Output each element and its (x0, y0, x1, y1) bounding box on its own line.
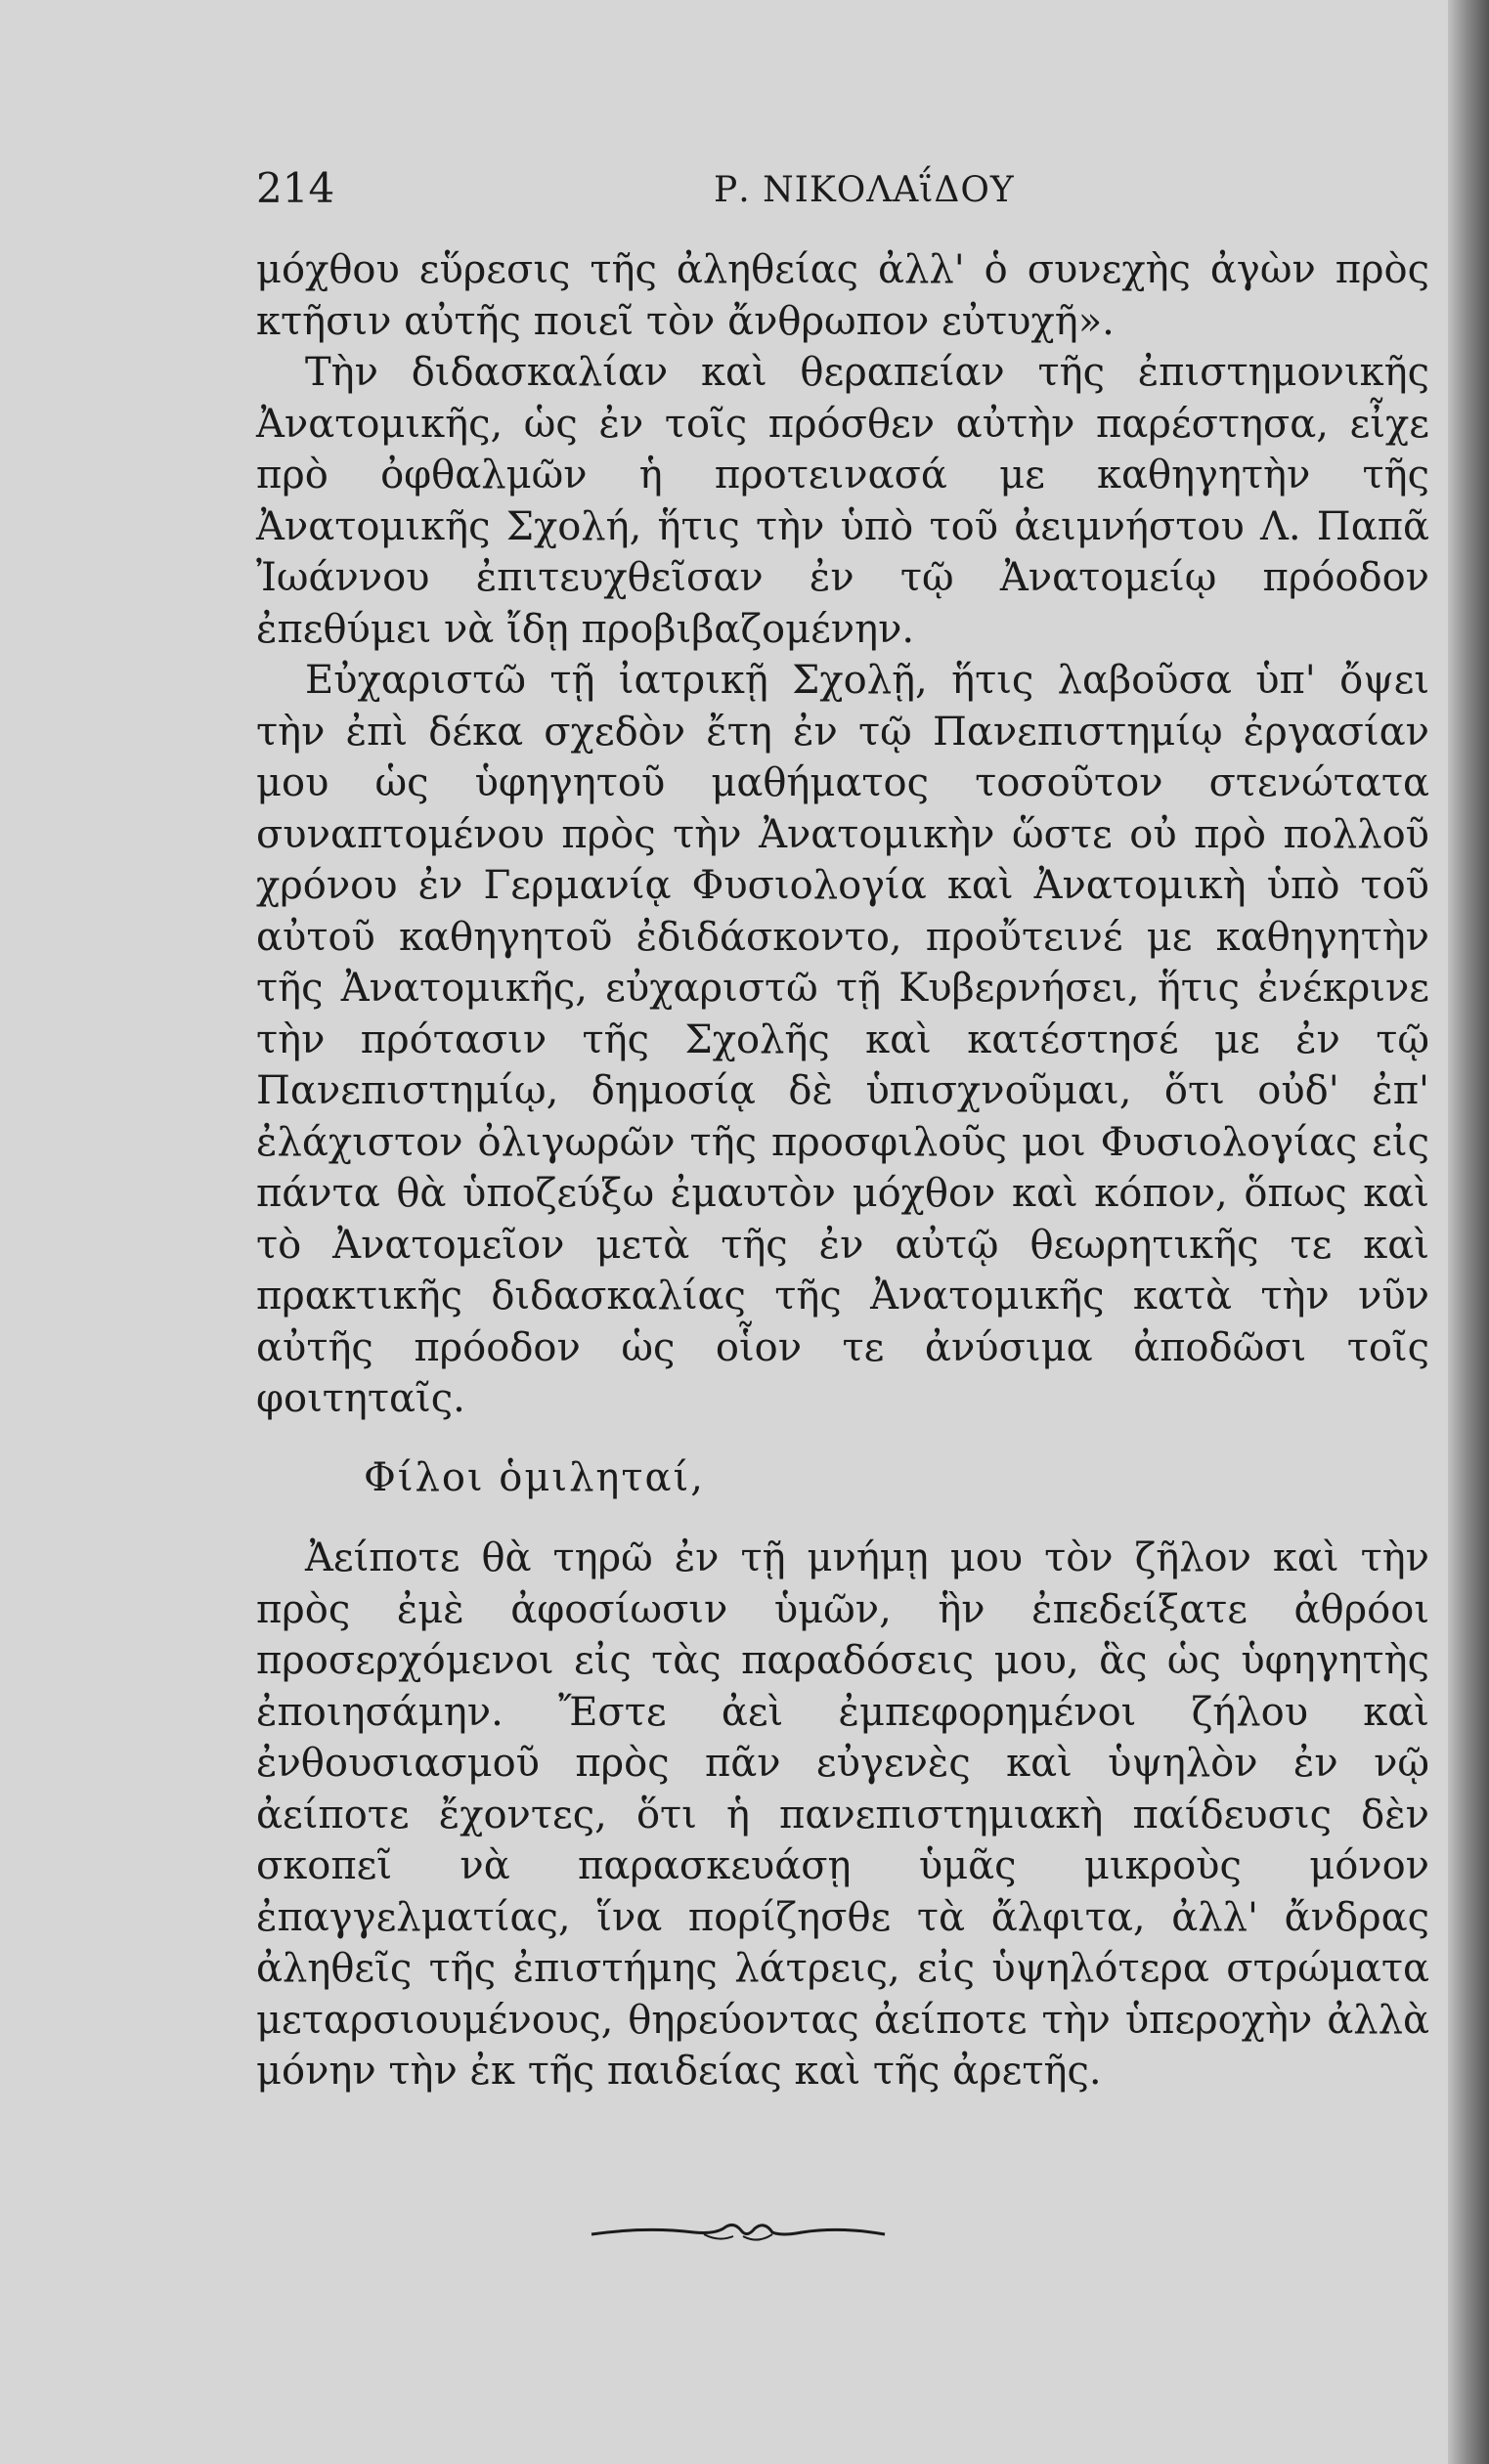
paragraph: Εὐχαριστῶ τῇ ἰατρικῇ Σχολῇ, ἥτις λαβοῦσα ὑπ' ὄψει τὴν ἐπὶ δέκα σχεδὸν ἔτη ἐν τῷ Πανεπιστημίῳ ἐργασίαν μου ὡς ὑφηγητοῦ μαθήματος τοσοῦτον στενώτατα συναπτομένου πρὸς τὴν Ἀνατομικὴν ὥστε οὐ πρὸ πολλοῦ χρόνου ἐν Γερμανίᾳ Φυσιολογία καὶ Ἀνατομικὴ ὑπὸ τοῦ αὐτοῦ καθηγητοῦ ἐδιδάσκοντο, προὔτεινέ με καθηγητὴν τῆς Ἀνατομικῆς, εὐχαριστῶ τῇ Κυβερνήσει, ἥτις ἐνέκρινε τὴν πρότασιν τῆς Σχολῆς καὶ κατέστησέ με ἐν τῷ Πανεπιστημίῳ, δημοσίᾳ δὲ ὑπισχνοῦμαι, ὅτι οὐδ' ἐπ' ἐλάχιστον ὀλιγωρῶν τῆς προσφιλοῦς μοι Φυσιολογίας εἰς πάντα θὰ ὑποζεύξω ἐμαυτὸν μόχθον καὶ κόπον, ὅπως καὶ τὸ Ἀνατομεῖον μετὰ τῆς ἐν αὐτῷ θεωρητικῆς τε καὶ πρακτικῆς διδασκαλίας τῆς Ἀνατομικῆς κατὰ τὴν νῦν αὐτῆς πρόοδον ὡς οἷον τε ἀνύσιμα ἀποδῶσι τοῖς φοιτηταῖς. (256, 658, 1429, 1421)
salutation: Φίλοι ὁμιληταί, (364, 1454, 705, 1500)
paragraph: Τὴν διδασκαλίαν καὶ θεραπείαν τῆς ἐπιστημονικῆς Ἀνατομικῆς, ὡς ἐν τοῖς πρόσθεν αὐτὴν παρέστησα, εἶχε πρὸ ὀφθαλμῶν ἡ προτεινασά με καθηγητὴν τῆς Ἀνατομικῆς Σχολή, ἥτις τὴν ὑπὸ τοῦ ἀειμνήστου Λ. Παπᾶ Ἰωάννου ἐπιτευχθεῖσαν ἐν τῷ Ἀνατομείῳ πρόοδον ἐπεθύμει νὰ ἴδῃ προβιβαζομένην. (256, 350, 1429, 652)
closing-ornament (587, 2213, 890, 2252)
paragraph: Ἀείποτε θὰ τηρῶ ἐν τῇ μνήμῃ μου τὸν ζῆλον καὶ τὴν πρὸς ἐμὲ ἀφοσίωσιν ὑμῶν, ἣν ἐπεδείξατε ἀθρόοι προσερχόμενοι εἰς τὰς παραδόσεις μου, ἃς ὡς ὑφηγητὴς ἐποιησάμην. Ἔστε ἀεὶ ἐμπεφορημένοι ζήλου καὶ ἐνθουσιασμοῦ πρὸς πᾶν εὐγενὲς καὶ ὑψηλὸν ἐν νῷ ἀείποτε ἔχοντες, ὅτι ἡ πανεπιστημιακὴ παίδευσις δὲν σκοπεῖ νὰ παρασκευάσῃ ὑμᾶς μικροὺς μόνον ἐπαγγελματίας, ἵνα πορίζησθε τὰ ἄλφιτα, ἀλλ' ἄνδρας ἀληθεῖς τῆς ἐπιστήμης λάτρεις, εἰς ὑψηλότερα στρώματα μεταρσιουμένους, θηρεύοντας ἀείποτε τὴν ὑπεροχὴν ἀλλὰ μόνην τὴν ἐκ τῆς παιδείας καὶ τῆς ἀρετῆς. (256, 1535, 1429, 2094)
page-header (256, 164, 1429, 223)
body-text (256, 244, 1429, 2097)
running-head: Ρ. ΝΙΚΟΛΑΐΔΟΥ (714, 170, 1015, 210)
page-gutter-shadow (1448, 0, 1489, 2464)
paragraph-continuation: μόχθου εὕρεσις τῆς ἀληθείας ἀλλ' ὁ συνεχὴς ἀγὼν πρὸς κτῆσιν αὐτῆς ποιεῖ τὸν ἄνθρωπον εὐτυχῆ». (256, 247, 1429, 344)
page-number: 214 (256, 164, 335, 212)
